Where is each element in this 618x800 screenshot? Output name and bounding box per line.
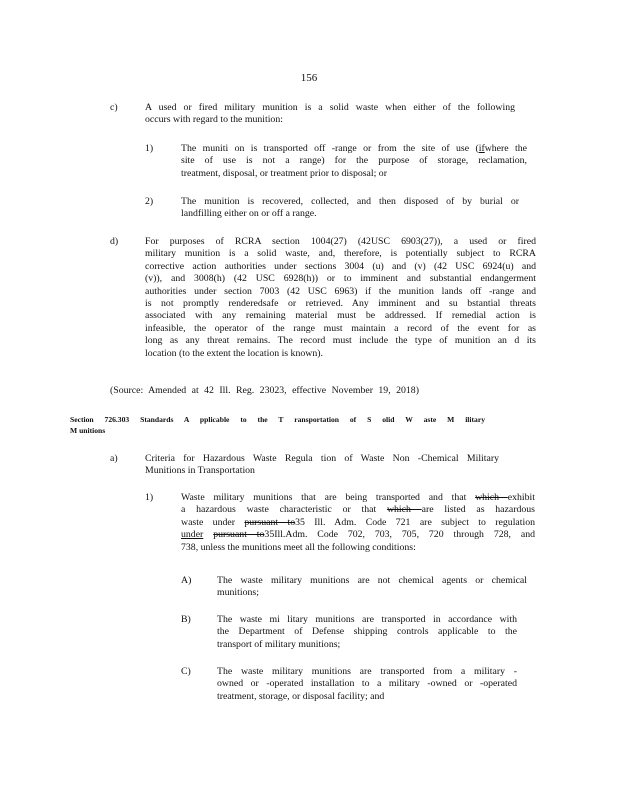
- item-a1-line-1b: exhibit: [507, 492, 535, 503]
- item-A-label: A): [181, 575, 192, 586]
- item-c1-line-1a: The muniti on is transported off -range or from the site of use (: [181, 143, 479, 154]
- item-a1-line-2: [181, 504, 535, 516]
- item-a1-line-3b: 35 Ill. Adm. Code 721 are subject to regulation: [295, 516, 536, 528]
- item-a1-line-4u: under: [181, 529, 204, 541]
- item-d-line-9: long as any threat remains. The record must include the type of munition an d its: [145, 335, 536, 347]
- item-a1-line-3: [181, 517, 535, 529]
- item-a1-line-1s: which: [475, 492, 508, 503]
- section-heading-line-1: Section 726.303 Standards A pplicable to the T ransportation of S olid W aste M ilitary: [70, 415, 486, 424]
- item-a1-text: [181, 492, 535, 554]
- item-B-label: B): [181, 614, 191, 625]
- item-c1-text: [181, 143, 527, 180]
- item-c2-text: [181, 196, 519, 221]
- item-c1-line-2: site of use is not a range) for the purpose of storage, reclamation,: [181, 155, 527, 167]
- item-C-line-1: The waste military munitions are transported from a military -: [217, 666, 517, 677]
- item-c1-label: 1): [145, 143, 154, 154]
- item-a1-line-2s: which: [386, 504, 422, 516]
- item-C-text: [217, 666, 517, 703]
- item-A-text: [217, 575, 527, 600]
- item-c-line-1: A used or fired military munition is a solid waste when either of the following: [145, 102, 515, 113]
- source-note: (Source: Amended at 42 Ill. Reg. 23023, effective November 19, 2018): [110, 385, 419, 396]
- item-B-line-2: the Department of Defense shipping controls applicable to the: [217, 626, 517, 638]
- item-a1-line-5: 738, unless the munitions meet all the following conditions:: [181, 541, 416, 553]
- item-a1-label: 1): [145, 492, 154, 503]
- item-a-text: [145, 453, 499, 478]
- item-B-line-1: The waste mi litary munitions are transported in accordance with: [217, 614, 517, 625]
- item-a1-line-2a: a hazardous waste characteristic or that: [181, 504, 387, 516]
- item-d-line-1: For purposes of RCRA section 1004(27) (42USC 6903(27)), a used or fired: [145, 236, 536, 247]
- item-c1-line-1: [181, 143, 527, 155]
- item-a1-line-3s: pursuant to: [244, 516, 296, 528]
- page-number: 156: [300, 72, 318, 84]
- item-a1-line-1: [181, 492, 535, 504]
- item-a-label: a): [110, 453, 118, 464]
- item-B-text: [217, 614, 517, 651]
- item-c1-line-1u: if: [478, 143, 485, 154]
- item-a1-line-2b: are listed as hazardous: [421, 504, 535, 516]
- item-c1-line-1b: where the: [484, 143, 527, 154]
- item-d-line-2: military munition is a solid waste, and, therefore, is potentially subject to RCRA: [145, 248, 536, 260]
- item-a1-line-1a: Waste military munitions that are being transported and that: [181, 492, 476, 503]
- item-C-line-2: owned or -operated installation to a military -owned or -operated: [217, 678, 517, 690]
- item-a1-line-4b: 35Ill.Adm. Code 702, 703, 705, 720 through 728, and: [264, 529, 535, 541]
- item-A-line-1: The waste military munitions are not chemical agents or chemical: [217, 575, 527, 586]
- item-d-line-3: corrective action authorities under sections 3004 (u) and (v) (42 USC 6924(u) and: [145, 260, 536, 272]
- item-c2-line-1: The munition is recovered, collected, and then disposed of by burial or: [181, 196, 519, 207]
- item-C-label: C): [181, 666, 191, 677]
- item-a1-line-3a: waste under: [181, 516, 245, 528]
- item-B-line-3: transport of military munitions;: [217, 638, 341, 650]
- item-c-text: [145, 102, 515, 127]
- item-a-line-1: Criteria for Hazardous Waste Regula tion of Waste Non -Chemical Military: [145, 453, 499, 464]
- section-heading: [70, 414, 500, 436]
- item-d-line-8: infeasible, the operator of the range must maintain a record of the event for as: [145, 322, 536, 334]
- item-d-line-7: associated with any remaining material must be addressed. If remedial action is: [145, 310, 536, 322]
- item-c2-label: 2): [145, 196, 154, 207]
- item-c-label: c): [110, 102, 118, 113]
- item-d-line-10: location (to the extent the location is known).: [145, 347, 323, 359]
- item-d-label: d): [110, 236, 119, 247]
- section-heading-line-2: M unitions: [70, 426, 106, 435]
- item-d-line-6: is not promptly renderedsafe or retrieved. Any imminent and su bstantial threats: [145, 298, 536, 310]
- item-a1-line-4s: pursuant to: [213, 529, 265, 541]
- item-d-line-4: (v)), and 3008(h) (42 USC 6928(h)) or to imminent and substantial endangerment: [145, 273, 536, 285]
- item-a1-line-4: [181, 529, 535, 541]
- item-d-text: [145, 236, 536, 360]
- item-c-line-2: occurs with regard to the munition:: [145, 114, 283, 126]
- item-A-line-2: munitions;: [217, 587, 259, 599]
- item-c2-line-2: landfilling either on or off a range.: [181, 208, 317, 220]
- item-c1-line-3: treatment, disposal, or treatment prior to disposal; or: [181, 167, 387, 179]
- item-C-line-3: treatment, storage, or disposal facility; and: [217, 690, 385, 702]
- item-d-line-5: authorities under section 7003 (42 USC 6963) if the munition lands off -range and: [145, 285, 536, 297]
- item-a-line-2: Munitions in Transportation: [145, 465, 255, 477]
